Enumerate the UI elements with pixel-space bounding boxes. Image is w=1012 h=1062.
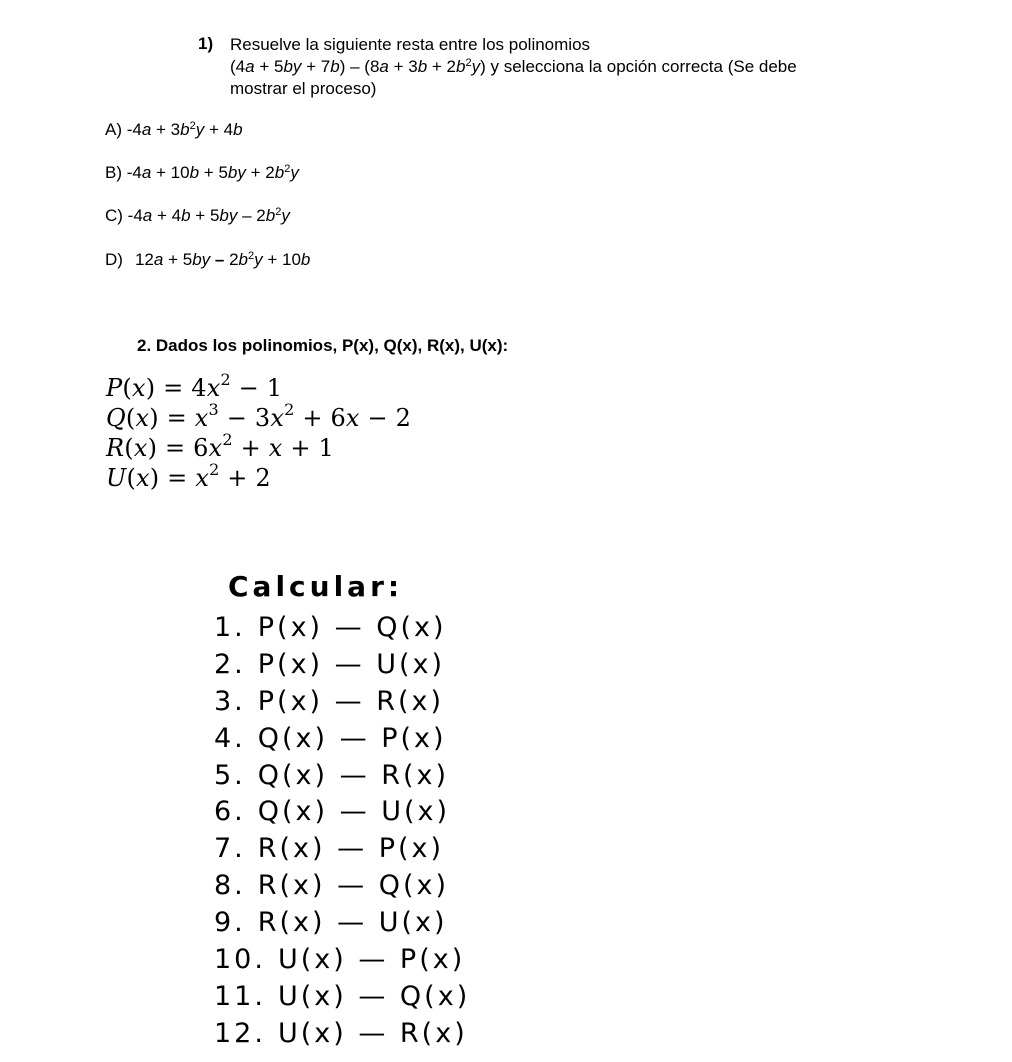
option-a: A) $-4a + 3b^2y + 4b$ [105, 120, 243, 139]
calcular-list [214, 610, 470, 1053]
calcular-item: 3. P(x) — R(x) [214, 685, 445, 717]
calcular-item: 4. Q(x) — P(x) [214, 722, 447, 754]
polynomial-r: $R(x) = 6x^2 + x + 1$ [106, 430, 334, 462]
calcular-item: 2. P(x) — U(x) [214, 648, 446, 680]
calcular-item: 10. U(x) — P(x) [214, 944, 466, 976]
calcular-item: 6. Q(x) — U(x) [214, 796, 451, 828]
polynomial-u: $U(x) = x^2 + 2$ [106, 460, 271, 492]
calcular-item: 9. R(x) — U(x) [214, 907, 448, 939]
calcular-title: Calcular: [228, 570, 404, 603]
calcular-item: 12. U(x) — R(x) [214, 1017, 468, 1049]
calcular-item: 7. R(x) — P(x) [214, 833, 445, 865]
question-1-number: 1) [198, 34, 214, 53]
calcular-item: 1. P(x) — Q(x) [214, 612, 447, 643]
calcular-item: 11. U(x) — Q(x) [214, 980, 471, 1012]
option-b: B) $-4a + 10b + 5by + 2b^2y$ [105, 163, 299, 182]
calcular-item: 8. R(x) — Q(x) [214, 870, 450, 902]
polynomial-q: $Q(x) = x^3 - 3x^2 + 6x - 2$ [106, 400, 412, 432]
option-d: D) $12a + 5by - 2b^2y + 10b$ [105, 250, 311, 269]
question-1-text-line-3: mostrar el proceso) [230, 79, 377, 98]
question-2-heading: 2. Dados los polinomios, P(x), Q(x), R(x), U(x): [137, 336, 509, 355]
option-c: C) $-4a + 4b + 5by - 2b^2y$ [105, 206, 290, 225]
question-1-text-line-2: $(4a + 5by + 7b) - (8a + 3b + 2b^2y)$ y selecciona la opción correcta (Se debe [230, 57, 797, 76]
calcular-item: 5. Q(x) — R(x) [214, 759, 450, 791]
question-1-text-line-1: Resuelve la siguiente resta entre los polinomios [230, 35, 591, 54]
polynomial-p: $P(x) = 4x^2 - 1$ [106, 370, 283, 402]
